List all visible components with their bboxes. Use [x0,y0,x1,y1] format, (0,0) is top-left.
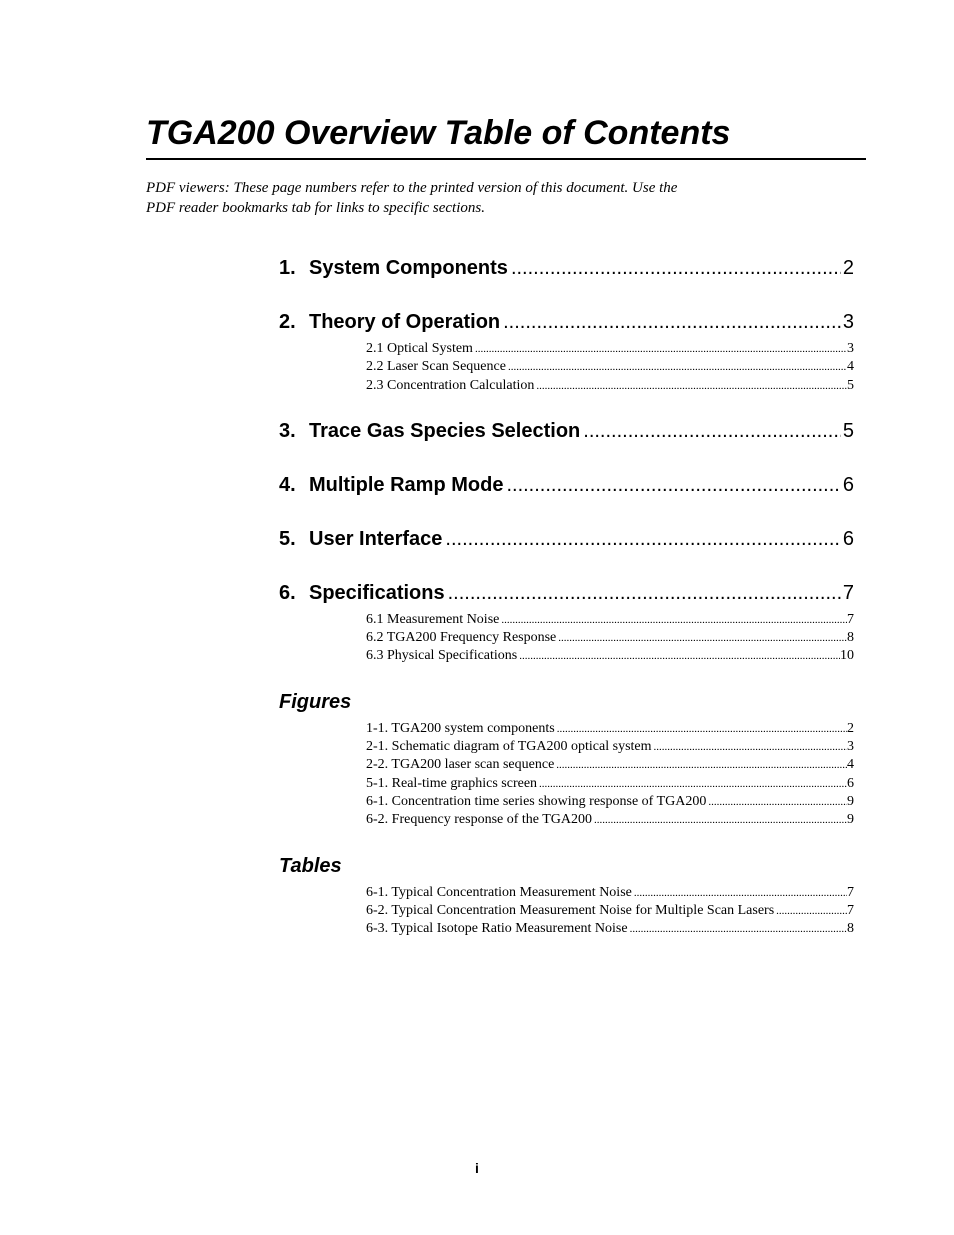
toc-page-number: 8 [847,630,854,646]
toc-subsection-title: 2.3 Concentration Calculation [366,377,535,393]
table-title: 6-1. Typical Concentration Measurement Noise [366,884,632,900]
toc-page-number: 6 [842,473,854,496]
toc-page-number: 5 [842,419,854,442]
toc-page-number: 4 [847,757,854,773]
toc-page-number: 6 [842,527,854,550]
pdf-viewer-note-line: PDF viewers: These page numbers refer to the printed version of this document. Use the [146,180,678,196]
toc-subsection-title: 6.1 Measurement Noise [366,611,500,627]
figure-entry[interactable] [366,738,854,756]
toc-section-title: System Components [309,257,508,279]
figure-entry[interactable] [366,775,854,793]
toc-page-number: 3 [842,311,854,333]
toc-page-number: 2 [847,720,854,736]
tables-list [366,884,854,939]
table-title: 6-3. Typical Isotope Ratio Measurement Noise [366,921,628,937]
toc-section-title: User Interface [309,527,443,550]
figure-entry[interactable] [366,793,854,811]
dot-leader [556,756,847,774]
pdf-viewer-note-line: PDF reader bookmarks tab for links to specific sections. [146,200,485,216]
toc-subsection[interactable] [366,647,854,665]
dot-leader [501,611,847,629]
dot-leader [475,340,847,358]
toc-page-number: 7 [842,581,854,604]
toc-page-number: 5 [847,377,854,393]
toc-section-specifications[interactable] [279,579,854,607]
figure-title: 6-2. Frequency response of the TGA200 [366,812,593,828]
toc-section-number: 4. [279,473,296,496]
toc-section-trace-gas-species-selection[interactable] [279,417,854,445]
figure-entry[interactable] [366,756,854,774]
dot-leader [448,579,841,607]
toc-subsection-title: 6.3 Physical Specifications [366,648,518,664]
toc-page-number: 8 [847,921,854,937]
dot-leader [558,629,847,647]
toc-page-number: 7 [847,902,854,918]
dot-leader [445,525,840,553]
dot-leader [503,308,841,336]
table-of-contents [279,254,854,960]
figure-entry[interactable] [366,720,854,738]
toc-page-number: 9 [847,812,854,828]
dot-leader [511,254,841,282]
dot-leader [708,793,847,811]
toc-section-theory-of-operation[interactable] [279,308,854,336]
dot-leader [536,377,847,395]
toc-subsection-title: 2.1 Optical System [366,341,473,356]
figure-title: 6-1. Concentration time series showing response of TGA200 [366,793,707,809]
toc-subsection-list [366,340,854,395]
toc-section-user-interface[interactable] [279,525,854,553]
pdf-viewer-note [146,178,786,218]
toc-page-number: 3 [847,341,854,356]
toc-page-number: 4 [847,359,854,375]
toc-subsection-title: 6.2 TGA200 Frequency Response [366,630,557,646]
toc-page-number: 2 [842,257,854,279]
toc-section-multiple-ramp-mode[interactable] [279,471,854,499]
dot-leader [630,920,847,938]
toc-section-number: 2. [279,311,296,333]
toc-section-number: 5. [279,527,296,550]
figures-list [366,720,854,830]
dot-leader [539,775,847,793]
dot-leader [508,358,847,376]
toc-page-number: 9 [847,793,854,809]
toc-section-title: Specifications [309,581,445,604]
tables-heading: Tables [279,854,342,877]
toc-subsection[interactable] [366,611,854,629]
dot-leader [583,417,841,445]
toc-section-number: 6. [279,581,296,604]
dot-leader [654,738,847,756]
figure-title: 5-1. Real-time graphics screen [366,775,538,791]
table-entry[interactable] [366,902,854,920]
dot-leader [557,720,847,738]
toc-section-number: 3. [279,419,296,442]
toc-page-number: 10 [840,648,854,664]
toc-section-title: Trace Gas Species Selection [309,419,581,442]
dot-leader [594,811,847,829]
page-title: TGA200 Overview Table of Contents [146,110,866,160]
figure-entry[interactable] [366,811,854,829]
figure-title: 2-1. Schematic diagram of TGA200 optical system [366,739,652,755]
toc-subsection-title: 2.2 Laser Scan Sequence [366,359,506,375]
toc-section-number: 1. [279,257,296,279]
toc-page-number: 6 [847,775,854,791]
table-entry[interactable] [366,920,854,938]
dot-leader [506,471,840,499]
toc-subsection[interactable] [366,377,854,395]
toc-page-number: 7 [847,611,854,627]
toc-section-title: Theory of Operation [309,311,501,333]
toc-section-title: Multiple Ramp Mode [309,473,504,496]
page-number-footer: i [475,1160,479,1176]
dot-leader [776,902,847,920]
toc-subsection-list [366,611,854,666]
table-title: 6-2. Typical Concentration Measurement Noise for Multiple Scan Lasers [366,902,775,918]
figure-title: 1-1. TGA200 system components [366,720,555,736]
dot-leader [634,884,847,902]
dot-leader [519,647,840,665]
figures-heading: Figures [279,690,352,713]
figure-title: 2-2. TGA200 laser scan sequence [366,757,555,773]
table-entry[interactable] [366,884,854,902]
toc-subsection[interactable] [366,340,854,358]
toc-section-system-components[interactable] [279,254,854,282]
toc-page-number: 7 [847,884,854,900]
toc-subsection[interactable] [366,358,854,376]
toc-subsection[interactable] [366,629,854,647]
toc-page-number: 3 [847,739,854,755]
